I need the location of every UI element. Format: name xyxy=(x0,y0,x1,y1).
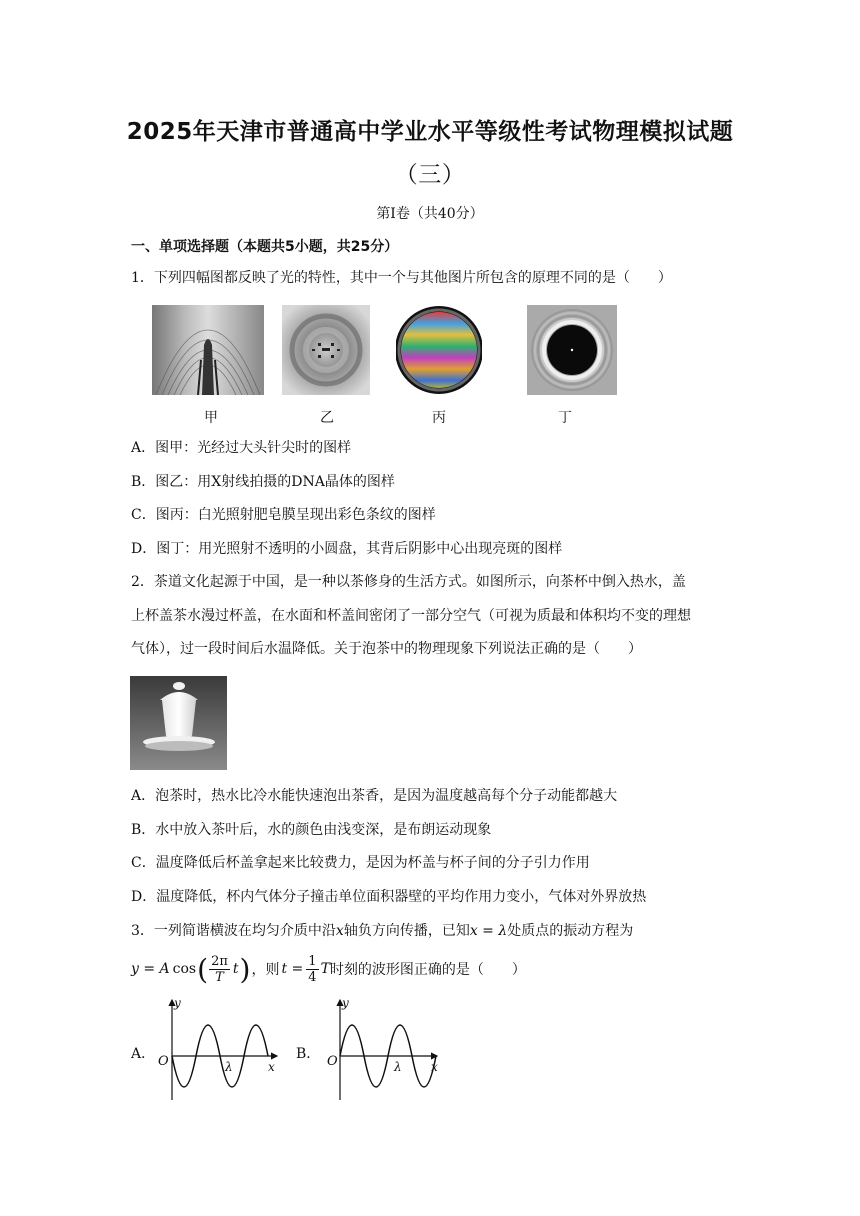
q1-stem: 1．下列四幅图都反映了光的特性，其中一个与其他图片所包含的原理不同的是（ ） xyxy=(131,270,672,286)
q2-stem-line1: 2．茶道文化起源于中国，是一种以茶修身的生活方式。如图所示，向茶杯中倒入热水，盖 xyxy=(131,574,686,590)
q3-b-origin: O xyxy=(327,1054,338,1069)
caption-ding: 丁 xyxy=(558,410,572,426)
q3-graph-b xyxy=(323,996,443,1106)
q2-option-b: B．水中放入茶叶后，水的颜色由浅变深，是布朗运动现象 xyxy=(131,822,492,838)
q3-b-axis-x: x xyxy=(431,1060,438,1074)
figure-yi-image xyxy=(282,305,370,395)
q3-graph-a xyxy=(155,996,285,1106)
q1-option-b: B．图乙：用X射线拍摄的DNA晶体的图样 xyxy=(131,474,395,490)
section-heading: 一、单项选择题（本题共5小题，共25分） xyxy=(131,239,399,255)
teacup-image xyxy=(130,676,227,770)
figure-ding-image xyxy=(527,305,617,395)
page-subtitle: （三） xyxy=(394,162,466,188)
caption-yi: 乙 xyxy=(320,410,334,426)
q2-option-d: D．温度降低，杯内气体分子撞击单位面积器壁的平均作用力变小，气体对外界放热 xyxy=(131,889,647,905)
volume-label: 第Ⅰ卷（共40分） xyxy=(376,206,484,222)
q3-option-a-label: A． xyxy=(131,1046,156,1062)
q3-b-lambda: λ xyxy=(394,1060,402,1074)
page-title: 2025年天津市普通高中学业水平等级性考试物理模拟试题 xyxy=(126,119,734,145)
figure-bing-image xyxy=(396,304,482,396)
q3-b-axis-y: y xyxy=(342,996,349,1010)
q2-stem-line2: 上杯盖茶水漫过杯盖，在水面和杯盖间密闭了一部分空气（可视为质最和体积均不变的理想 xyxy=(131,608,691,624)
q1-option-d: D．图丁：用光照射不透明的小圆盘，其背后阴影中心出现亮斑的图样 xyxy=(131,541,563,557)
q3-option-b-label: B． xyxy=(296,1046,321,1062)
caption-bing: 丙 xyxy=(432,410,446,426)
q3-a-origin: O xyxy=(158,1054,169,1069)
caption-jia: 甲 xyxy=(204,410,218,426)
q1-option-c: C．图丙：白光照射肥皂膜呈现出彩色条纹的图样 xyxy=(131,507,436,523)
q3-a-axis-x: x xyxy=(268,1060,275,1074)
q3-a-axis-y: y xyxy=(174,996,181,1010)
q2-option-c: C．温度降低后杯盖拿起来比较费力，是因为杯盖与杯子间的分子引力作用 xyxy=(131,855,590,871)
q1-option-a: A．图甲：光经过大头针尖时的图样 xyxy=(131,440,352,456)
q3-a-lambda: λ xyxy=(225,1060,233,1074)
q2-stem-line3: 气体），过一段时间后水温降低。关于泡茶中的物理现象下列说法正确的是（ ） xyxy=(131,641,642,657)
q3-stem-line1: 3．一列简谐横波在均匀介质中沿x轴负方向传播，已知x = λ处质点的振动方程为 xyxy=(131,923,634,939)
q3-stem-line2: y = A cos ( 2π T t ) ，则 t = $\frac{1}{4}$ T 时刻的波形图正确的是（ ） xyxy=(131,952,526,986)
figure-jia-image xyxy=(152,305,264,395)
q2-option-a: A．泡茶时，热水比冷水能快速泡出茶香，是因为温度越高每个分子动能都越大 xyxy=(131,788,618,804)
